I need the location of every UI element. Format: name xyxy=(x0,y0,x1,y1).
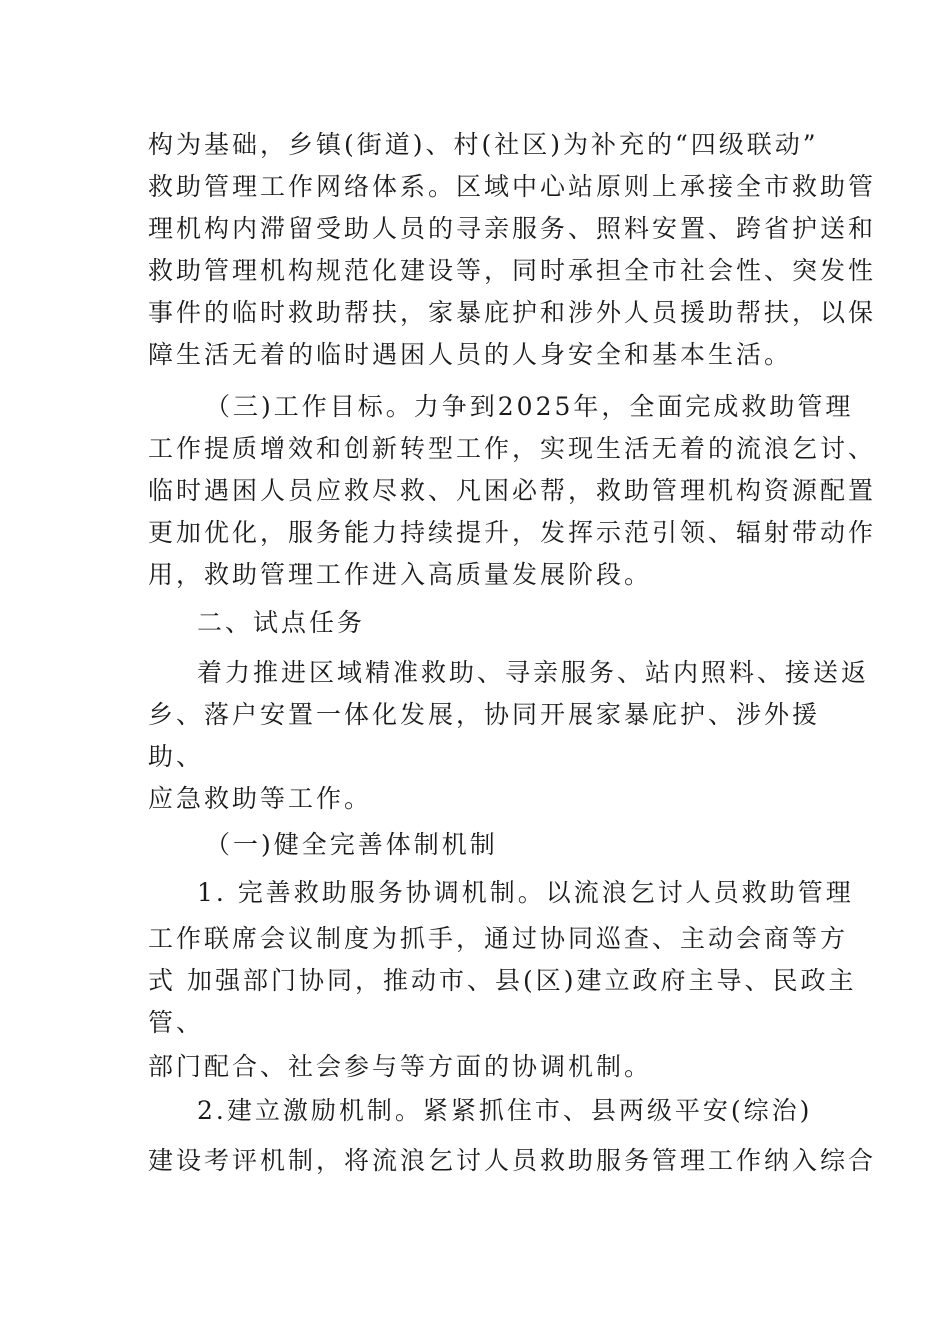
paragraph-line: 助、 xyxy=(148,742,205,771)
paragraph-line: 着力推进区域精准救助、寻亲服务、站内照料、接送返 xyxy=(197,658,870,687)
paragraph-line: 建设考评机制，将流浪乞讨人员救助服务管理工作纳入综合 xyxy=(148,1146,877,1175)
subsection-heading-system: （一)健全完善体制机制 xyxy=(205,830,498,859)
paragraph-line: 式 加强部门协同，推动市、县(区)建立政府主导、民政主 xyxy=(148,966,857,995)
section-heading-goals: （三)工作目标。力争到2025年，全面完成救助管理 xyxy=(205,392,854,421)
paragraph-line: 部门配合、社会参与等方面的协调机制。 xyxy=(148,1052,653,1081)
paragraph-line: 构为基础，乡镇(街道)、村(社区)为补充的“四级联动” xyxy=(148,130,819,159)
paragraph-line: 救助管理机构规范化建设等，同时承担全市社会性、突发性 xyxy=(148,256,877,285)
paragraph-line: 用，救助管理工作进入高质量发展阶段。 xyxy=(148,560,653,589)
paragraph-line: 工作提质增效和创新转型工作，实现生活无着的流浪乞讨、 xyxy=(148,434,877,463)
paragraph-line: 事件的临时救助帮扶，家暴庇护和涉外人员援助帮扶，以保 xyxy=(148,298,877,327)
paragraph-line: 2.建立激励机制。紧紧抓住市、县两级平安(综治) xyxy=(197,1096,813,1125)
paragraph-line: 临时遇困人员应救尽救、凡困必帮，救助管理机构资源配置 xyxy=(148,476,877,505)
paragraph-line: 应急救助等工作。 xyxy=(148,784,373,813)
paragraph-line: 救助管理工作网络体系。区域中心站原则上承接全市救助管 xyxy=(148,172,877,201)
paragraph-line: 管、 xyxy=(148,1008,205,1037)
paragraph-line: 更加优化，服务能力持续提升，发挥示范引领、辐射带动作 xyxy=(148,518,877,547)
section-heading-tasks: 二、试点任务 xyxy=(197,608,366,637)
paragraph-line: 1. 完善救助服务协调机制。以流浪乞讨人员救助管理 xyxy=(197,878,854,907)
paragraph-line: 工作联席会议制度为抓手，通过协同巡查、主动会商等方 xyxy=(148,924,849,953)
paragraph-line: 障生活无着的临时遇困人员的人身安全和基本生活。 xyxy=(148,340,793,369)
paragraph-line: 理机构内滞留受助人员的寻亲服务、照料安置、跨省护送和 xyxy=(148,214,877,243)
paragraph-line: 乡、落户安置一体化发展，协同开展家暴庇护、涉外援 xyxy=(148,700,821,729)
